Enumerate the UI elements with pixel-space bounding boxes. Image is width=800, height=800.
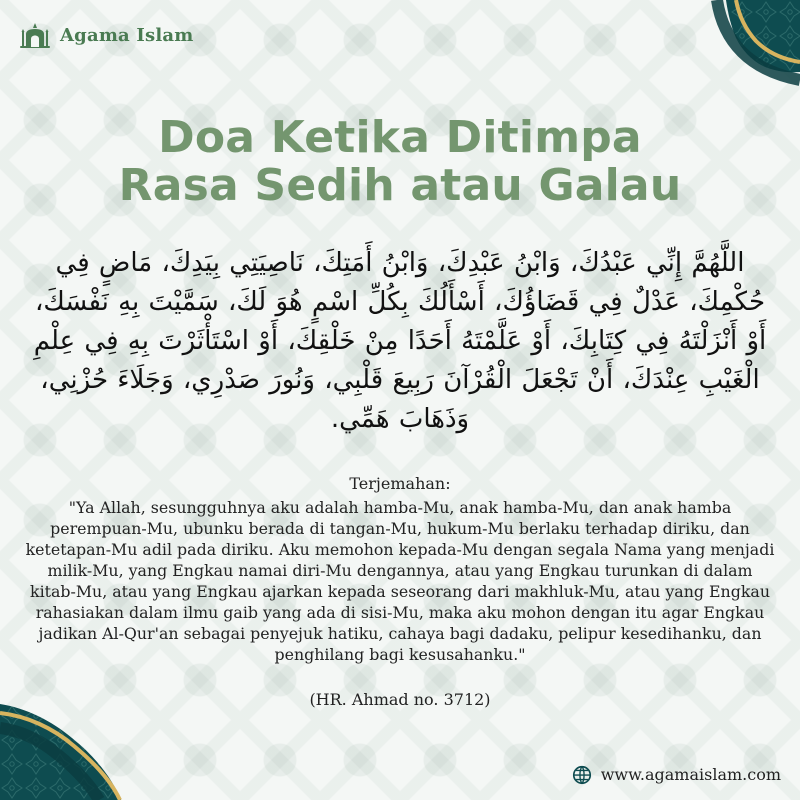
brand-name: Agama Islam xyxy=(60,25,194,46)
arabic-prayer-text: اللَّهُمَّ إِنِّي عَبْدُكَ، وَابْنُ عَبْدِكَ، وَابْنُ أَمَتِكَ، نَاصِيَتِي بِيَدِكَ، مَاضٍ فِي حُكْمِكَ، عَدْلٌ فِي قَضَاؤُكَ، أَسْأَلُكَ بِكُلِّ اسْمٍ هُوَ لَكَ، سَمَّيْتَ بِهِ نَفْسَكَ، أَوْ أَنْزَلْتَهُ فِي كِتَابِكَ، أَوْ عَلَّمْتَهُ أَحَدًا مِنْ خَلْقِكَ، أَوْ اسْتَأْثَرْتَ بِهِ فِي عِلْمِ الْغَيْبِ عِنْدَكَ، أَنْ تَجْعَلَ الْقُرْآنَ رَبِيعَ قَلْبِي، وَنُورَ صَدْرِي، وَجَلَاءَ حُزْنِي، وَذَهَابَ هَمِّي. xyxy=(33,248,767,434)
website-footer xyxy=(571,764,781,786)
title-line-1: Doa Ketika Ditimpa xyxy=(158,112,642,163)
website-url: www.agamaislam.com xyxy=(600,765,781,784)
translation-label: Terjemahan: xyxy=(349,474,451,493)
globe-icon xyxy=(571,764,593,786)
hadith-source: (HR. Ahmad no. 3712) xyxy=(309,690,491,709)
page-title xyxy=(0,114,800,210)
title-line-2: Rasa Sedih atau Galau xyxy=(118,160,682,211)
mosque-logo-icon xyxy=(18,21,52,51)
translation-text: "Ya Allah, sesungguhnya aku adalah hamba-Mu, anak hamba-Mu, dan anak hamba perempuan-Mu, ubunku berada di tangan-Mu, hukum-Mu berlaku terhadap diriku, dan ketetapan-Mu adil pada diriku. Aku memohon kepada-Mu dengan segala Nama yang menjadi milik-Mu, yang Engkau namai diri-Mu dengannya, atau yang Engkau turunkan di dalam kitab-Mu, atau yang Engkau ajarkan kepada seseorang dari makhluk-Mu, atau yang Engkau rahasiakan dalam ilmu gaib yang ada di sisi-Mu, maka aku mohon dengan itu agar Engkau jadikan Al-Qur'an sebagai penyejuk hatiku, cahaya bagi dadaku, pelipur kesedihanku, dan penghilang bagi kesusahanku." xyxy=(25,498,775,664)
brand-logo xyxy=(18,21,194,51)
